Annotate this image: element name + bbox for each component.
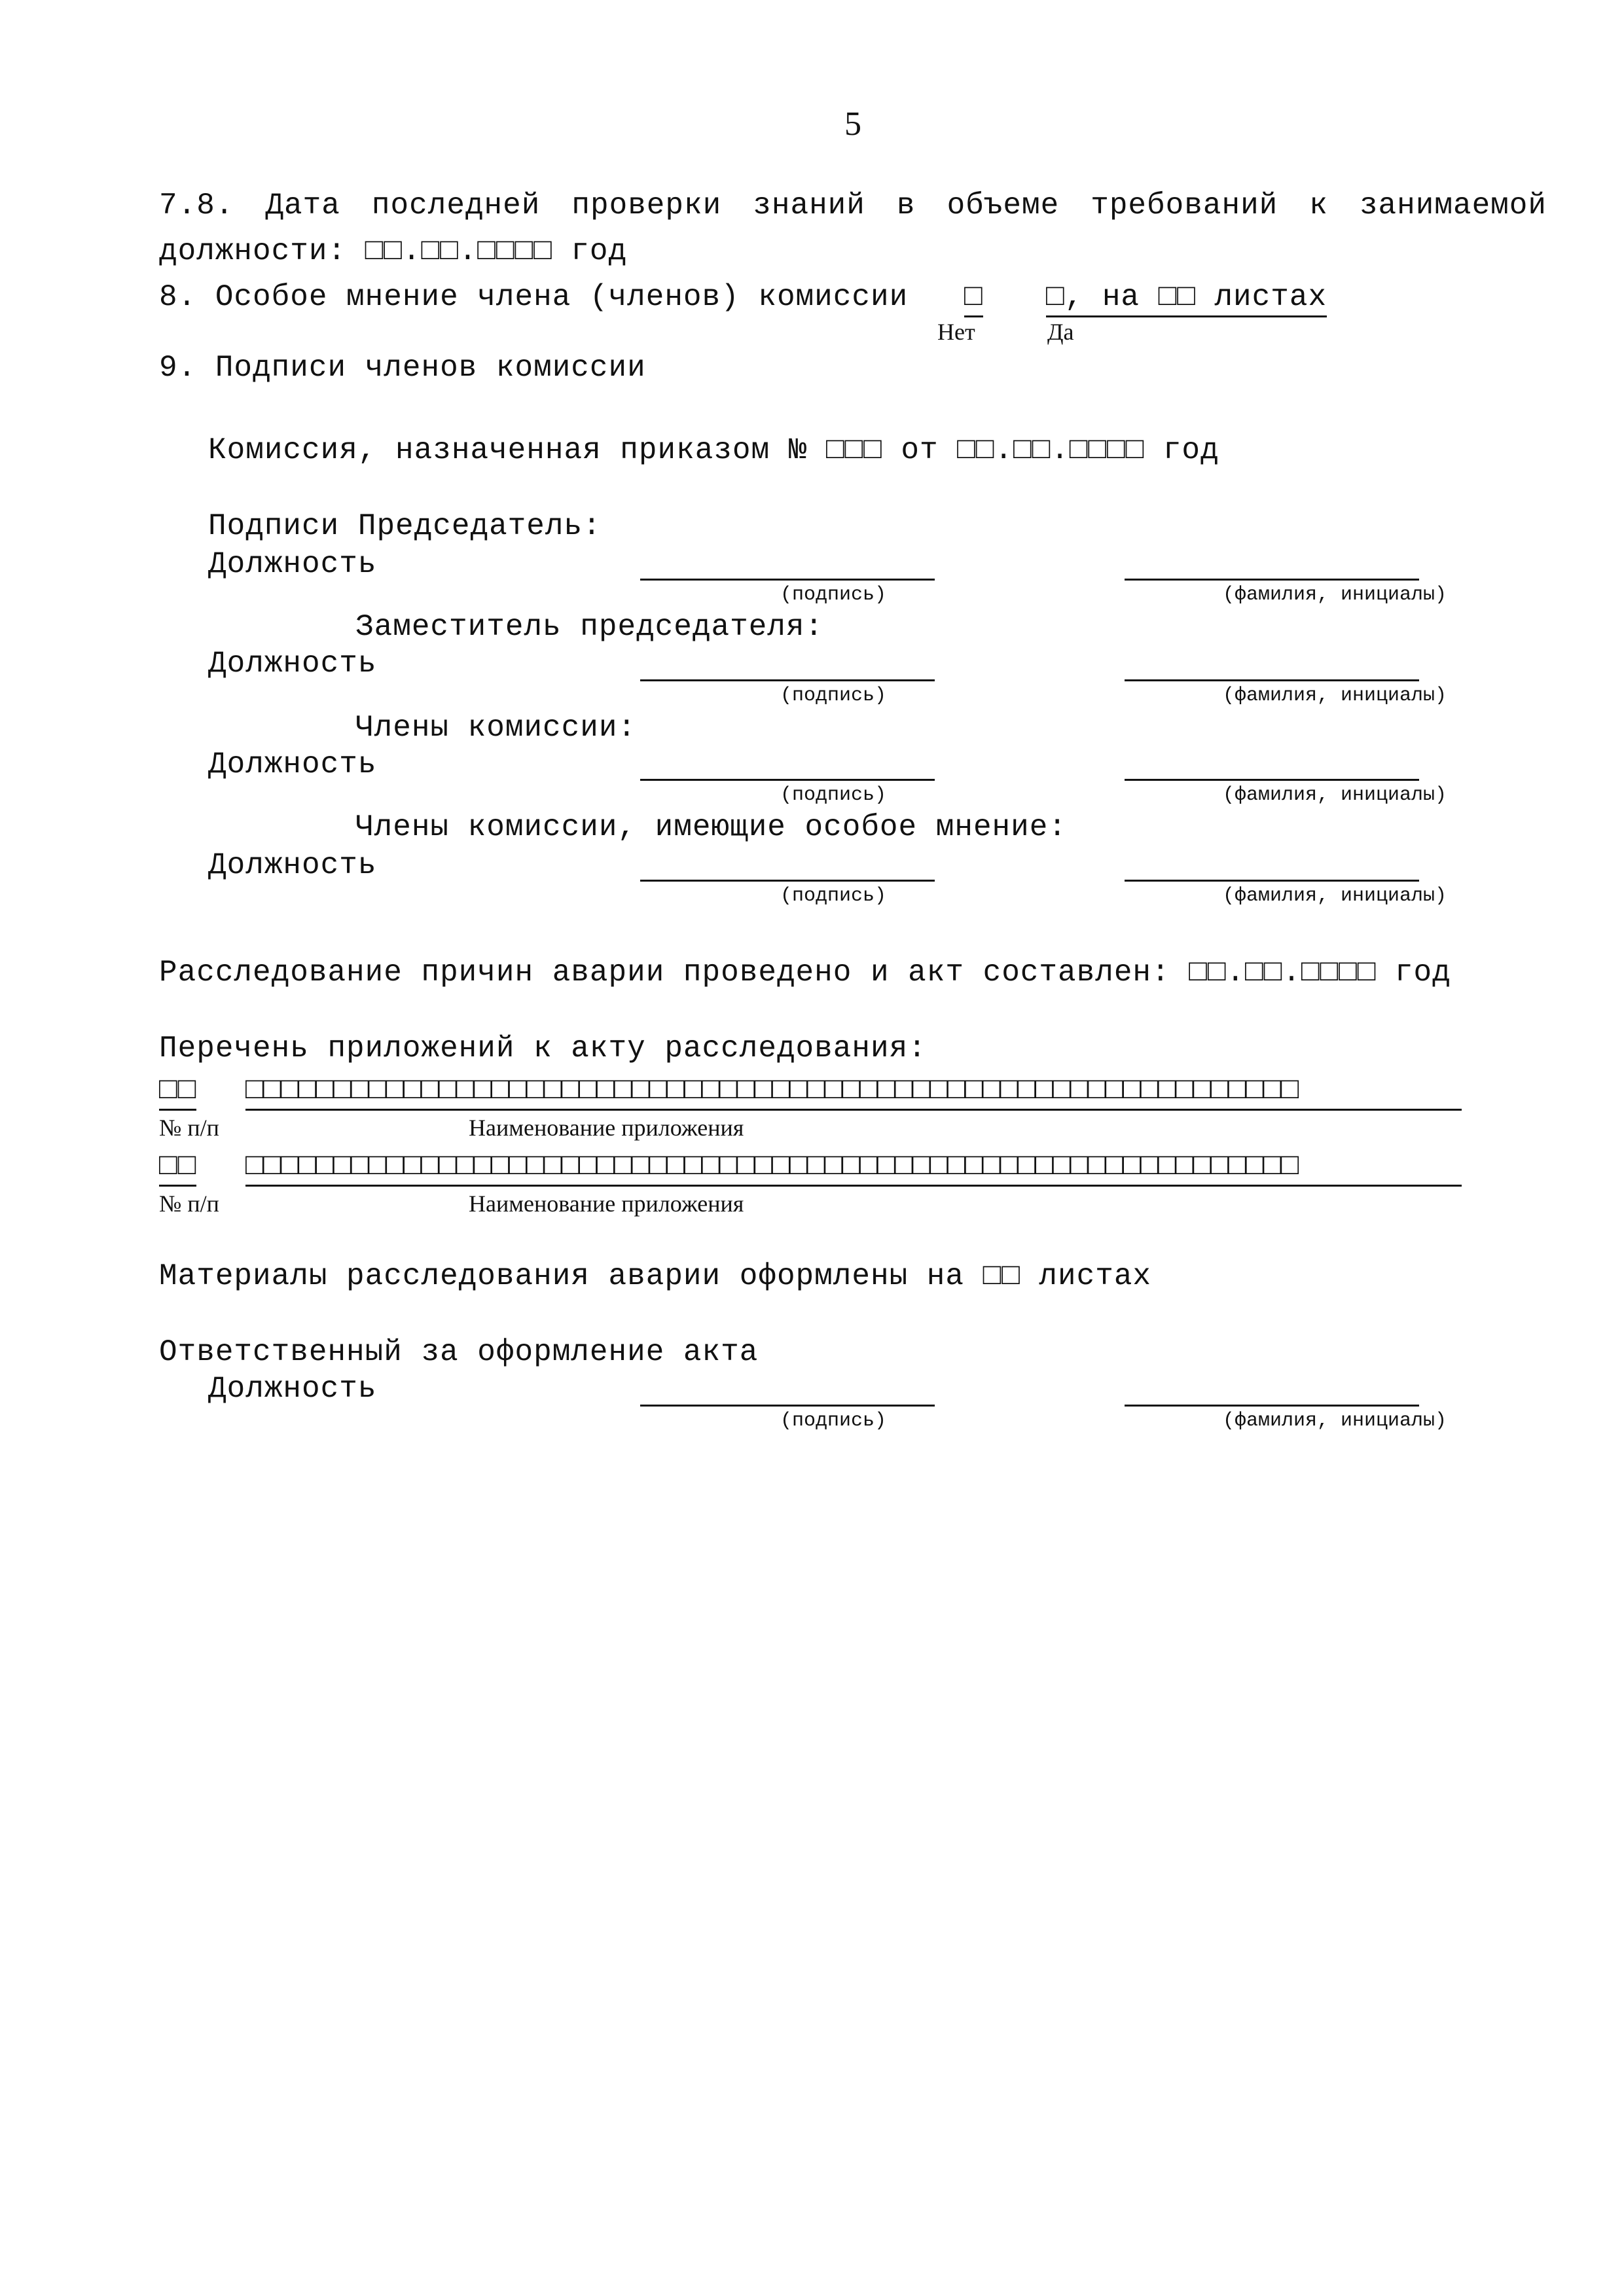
item-7-8-line2: должности: □□.□□.□□□□ год xyxy=(159,234,628,268)
item-9-text: 9. Подписи членов комиссии xyxy=(159,351,646,385)
item-7-8-line1: 7.8. Дата последней проверки знаний в объеме требований к занимаемой xyxy=(159,188,1547,223)
signature-line[interactable] xyxy=(640,579,935,581)
signature-caption: (подпись) xyxy=(780,1410,887,1432)
page-number: 5 xyxy=(844,105,861,143)
attachment-number-caption: № п/п xyxy=(159,1191,219,1217)
position-label: Должность xyxy=(208,1372,377,1406)
name-line[interactable] xyxy=(1125,779,1419,781)
signature-line[interactable] xyxy=(640,1405,935,1407)
position-label: Должность xyxy=(208,848,377,882)
name-caption: (фамилия, инициалы) xyxy=(1223,685,1447,707)
label-no: Нет xyxy=(937,319,975,345)
special-opinion-no-checkbox[interactable]: □ xyxy=(964,280,983,317)
members-role: Члены комиссии: xyxy=(355,711,637,745)
position-label: Должность xyxy=(208,647,377,681)
attachment-name[interactable]: □□□□□□□□□□□□□□□□□□□□□□□□□□□□□□□□□□□□□□□□□□□□□□□□□□□□□□□□□□□□ xyxy=(245,1149,1462,1187)
signature-caption: (подпись) xyxy=(780,584,887,606)
name-line[interactable] xyxy=(1125,579,1419,581)
item-8-text: 8. Особое мнение члена (членов) комиссии xyxy=(159,280,909,314)
name-line[interactable] xyxy=(1125,679,1419,681)
position-label: Должность xyxy=(208,547,377,581)
signature-line[interactable] xyxy=(640,779,935,781)
name-caption: (фамилия, инициалы) xyxy=(1223,784,1447,806)
commission-order: Комиссия, назначенная приказом № □□□ от □□.□□.□□□□ год xyxy=(208,433,1219,467)
investigation-date: Расследование причин аварии проведено и акт составлен: □□.□□.□□□□ год xyxy=(159,956,1451,990)
materials-pages: Материалы расследования аварии оформлены на □□ листах xyxy=(159,1259,1152,1293)
attachment-name-caption: Наименование приложения xyxy=(469,1191,744,1217)
special-opinion-yes-field[interactable]: □, на □□ листах xyxy=(1046,280,1327,317)
signature-caption: (подпись) xyxy=(780,784,887,806)
signature-caption: (подпись) xyxy=(780,685,887,707)
name-caption: (фамилия, инициалы) xyxy=(1223,885,1447,907)
attachment-name[interactable]: □□□□□□□□□□□□□□□□□□□□□□□□□□□□□□□□□□□□□□□□□□□□□□□□□□□□□□□□□□□□ xyxy=(245,1073,1462,1111)
attachment-name-caption: Наименование приложения xyxy=(469,1115,744,1141)
label-yes: Да xyxy=(1047,319,1074,345)
chairman-role: Подписи Председатель: xyxy=(208,509,602,543)
name-line[interactable] xyxy=(1125,1405,1419,1407)
signature-line[interactable] xyxy=(640,679,935,681)
name-caption: (фамилия, инициалы) xyxy=(1223,1410,1447,1432)
position-label: Должность xyxy=(208,747,377,781)
deputy-chairman-role: Заместитель председателя: xyxy=(355,610,824,644)
dissenting-members-role: Члены комиссии, имеющие особое мнение: xyxy=(355,810,1067,844)
name-line[interactable] xyxy=(1125,880,1419,882)
attachment-number-caption: № п/п xyxy=(159,1115,219,1141)
attachments-title: Перечень приложений к акту расследования: xyxy=(159,1031,927,1066)
name-caption: (фамилия, инициалы) xyxy=(1223,584,1447,606)
signature-line[interactable] xyxy=(640,880,935,882)
responsible-title: Ответственный за оформление акта xyxy=(159,1335,759,1369)
attachment-number[interactable]: □□ xyxy=(159,1149,196,1187)
attachment-number[interactable]: □□ xyxy=(159,1073,196,1111)
signature-caption: (подпись) xyxy=(780,885,887,907)
